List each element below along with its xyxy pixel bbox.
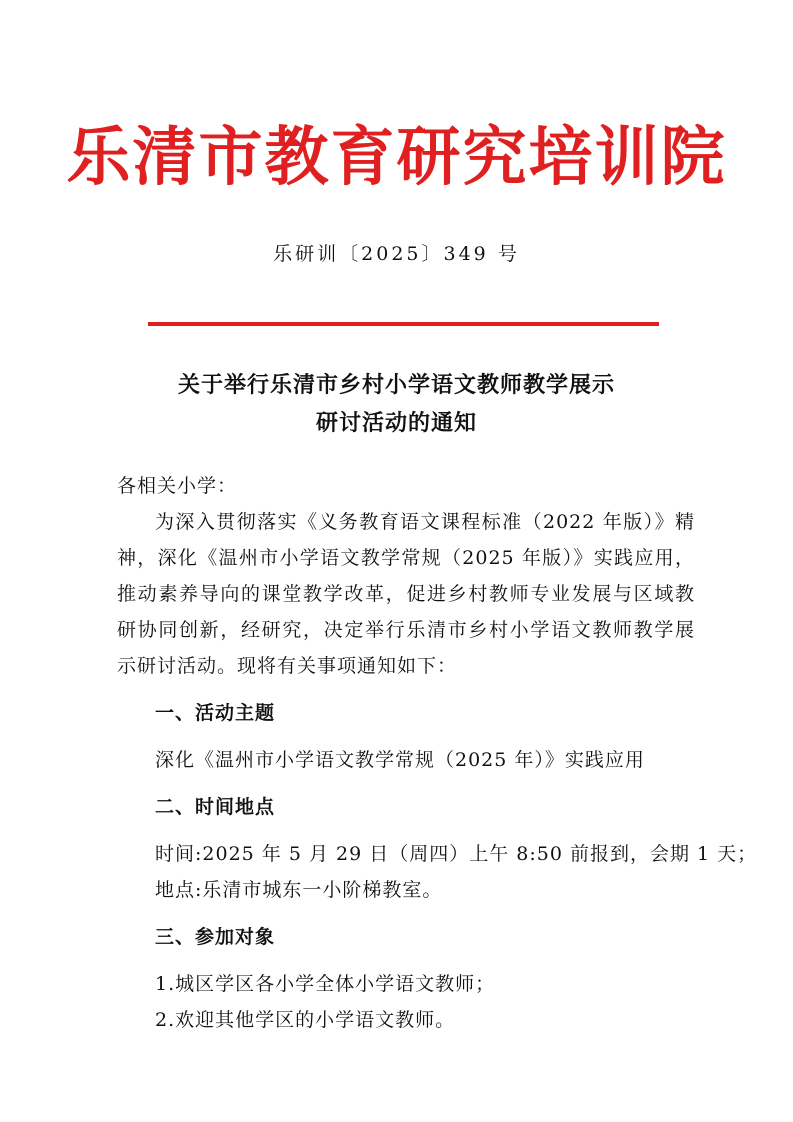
section-time-line: 时间:2025 年 5 月 29 日（周四）上午 8:50 前报到，会期 1 天； [155, 843, 758, 865]
section-participants-line-1: 1.城区学区各小学全体小学语文教师； [155, 973, 496, 995]
notice-title-line-2: 研讨活动的通知 [315, 410, 477, 436]
section-place-line: 地点:乐清市城东一小阶梯教室。 [155, 879, 443, 901]
notice-body [117, 470, 758, 1038]
section-participants-line-2: 2.欢迎其他学区的小学语文教师。 [155, 1009, 456, 1031]
masthead-org-name: 乐清市教育研究培训院 [66, 120, 727, 195]
red-divider-rule [148, 322, 659, 326]
document-number: 乐研训〔2025〕349 号 [273, 243, 520, 265]
notice-title [0, 366, 793, 442]
section-heading-time-place: 二、时间地点 [155, 796, 276, 818]
section-theme-line: 深化《温州市小学语文教学常规（2025 年）》实践应用 [155, 749, 645, 771]
section-heading-participants: 三、参加对象 [155, 926, 276, 948]
section-heading-theme: 一、活动主题 [155, 702, 276, 724]
notice-title-line-1: 关于举行乐清市乡村小学语文教师教学展示 [177, 372, 615, 398]
intro-paragraph: 为深入贯彻落实《义务教育语文课程标准（2022 年版）》精神，深化《温州市小学语文教学常规（2025 年版）》实践应用，推动素养导向的课堂教学改革，促进乡村教师专业发展与区域教研协同创新，经研究，决定举行乐清市乡村小学语文教师教学展示研讨活动。现将有关事项通知如下： [117, 511, 695, 677]
salutation: 各相关小学： [117, 475, 238, 497]
